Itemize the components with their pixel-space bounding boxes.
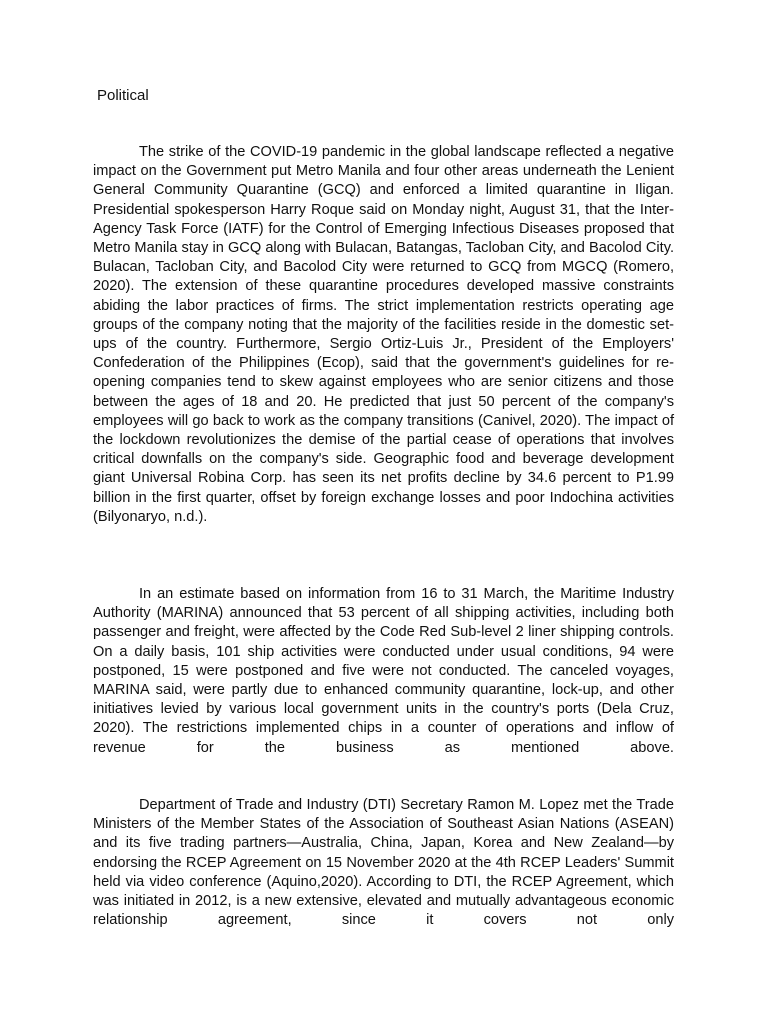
section-heading: Political [97,87,149,104]
paragraph-2: In an estimate based on information from 16 to 31 March, the Maritime Industry Authority (MARINA) announced that 53 percent of all shipping activities, including both passenger and freight, were affected by the Code Red Sub-level 2 liner shipping controls. On a daily basis, 101 ship activities were conducted under usual conditions, 94 were postponed, 15 were postponed and five were not conducted. The canceled voyages, MARINA said, were partly due to enhanced community quarantine, lock-up, and other initiatives levied by various local government units in the country's ports (Dela Cruz, 2020). The restrictions implemented chips in a counter of operations and inflow of revenue for the business as mentioned above. [93,586,674,756]
paragraph-3: Department of Trade and Industry (DTI) Secretary Ramon M. Lopez met the Trade Ministers of the Member States of the Association of Southeast Asian Nations (ASEAN) and its five trading partners—Australia, China, Japan, Korea and New Zealand—by endorsing the RCEP Agreement on 15 November 2020 at the 4th RCEP Leaders' Summit held via video conference (Aquino,2020). According to DTI, the RCEP Agreement, which was initiated in 2012, is a new extensive, elevated and mutually advantageous economic relationship agreement, since it covers not only [93,797,674,929]
paragraph-1: The strike of the COVID-19 pandemic in the global landscape reflected a negative impact on the Government put Metro Manila and four other areas underneath the Lenient General Community Quarantine (GCQ) and enforced a limited quarantine in Iligan. Presidential spokesperson Harry Roque said on Monday night, August 31, that the Inter-Agency Task Force (IATF) for the Control of Emerging Infectious Diseases proposed that Metro Manila stay in GCQ along with Bulacan, Batangas, Tacloban City, and Bacolod City. Bulacan, Tacloban City, and Bacolod City were returned to GCQ from MGCQ (Romero, 2020). The extension of these quarantine procedures developed massive constraints abiding the labor practices of firms. The strict implementation restricts operating age groups of the company noting that the majority of the facilities reside in the domestic set-ups of the country. Furthermore, Sergio Ortiz-Luis Jr., President of the Employers' Confederation of the Philippines (Ecop), said that the government's guidelines for re-opening companies tend to skew against employees who are senior citizens and those between the ages of 18 and 20. He predicted that just 50 percent of the company's employees will go back to work as the company transitions (Canivel, 2020). The impact of the lockdown revolutionizes the demise of the partial cease of operations that involves critical downfalls on the company's side. Geographic food and beverage development giant Universal Robina Corp. has seen its net profits decline by 34.6 percent to P1.99 billion in the first quarter, offset by foreign exchange losses and poor Indochina activities (Bilyonaryo, n.d.). [93,144,674,525]
